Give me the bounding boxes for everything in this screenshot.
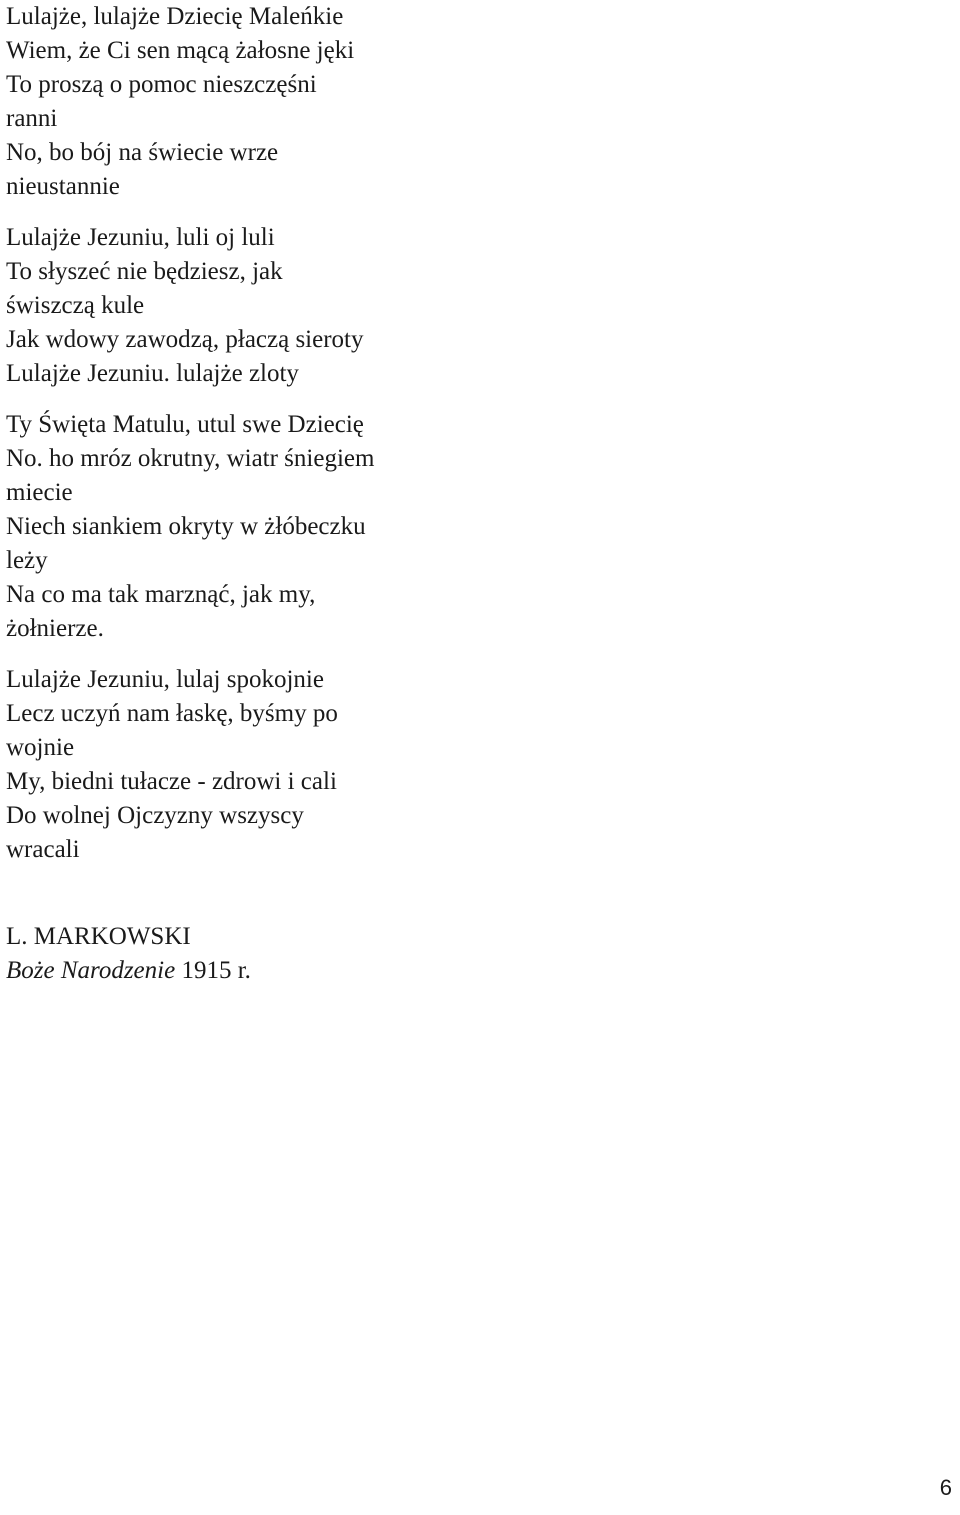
- poem-line: Na co ma tak marznąć, jak my,: [6, 581, 316, 608]
- poem-line: No. ho mróz okrutny, wiatr śniegiem: [6, 445, 375, 472]
- poem-line: miecie: [6, 479, 73, 506]
- stanza-3: [6, 408, 946, 646]
- poem-line: żołnierze.: [6, 615, 104, 642]
- occasion-text: Boże Narodzenie: [6, 957, 176, 984]
- stanza-2: [6, 221, 946, 391]
- year-text: 1915 r.: [181, 957, 251, 984]
- stanza-1: [6, 0, 946, 204]
- poem-line: To proszą o pomoc nieszczęśni: [6, 71, 317, 98]
- signature-block: [6, 920, 946, 988]
- poem-line: My, biedni tułacze - zdrowi i cali: [6, 768, 337, 795]
- date-line: [6, 954, 946, 988]
- page-number: 6: [939, 1475, 952, 1500]
- poem-line: Do wolnej Ojczyzny wszyscy: [6, 802, 304, 829]
- poem-line: leży: [6, 547, 48, 574]
- poem-line: nieustannie: [6, 173, 120, 200]
- author-name: L. MARKOWSKI: [6, 923, 191, 950]
- poem-line: Ty Święta Matulu, utul swe Dziecię: [6, 411, 364, 438]
- poem-line: Jak wdowy zawodzą, płaczą sieroty: [6, 326, 364, 353]
- poem-line: Lulajże Jezuniu. lulajże zloty: [6, 360, 299, 387]
- poem-line: Niech siankiem okryty w żłóbeczku: [6, 513, 366, 540]
- poem-line: To słyszeć nie będziesz, jak: [6, 258, 283, 285]
- poem-line: ranni: [6, 105, 58, 132]
- poem-line: Wiem, że Ci sen mącą żałosne jęki: [6, 37, 355, 64]
- poem-line: Lulajże Jezuniu, luli oj luli: [6, 224, 275, 251]
- poem-line: Lulajże Jezuniu, lulaj spokojnie: [6, 666, 324, 693]
- poem-line: wracali: [6, 836, 80, 863]
- poem-line: Lecz uczyń nam łaskę, byśmy po: [6, 700, 338, 727]
- stanza-4: [6, 663, 946, 867]
- poem-line: świszczą kule: [6, 292, 145, 319]
- poem-line: wojnie: [6, 734, 75, 761]
- document-page: [6, 0, 946, 988]
- poem-line: No, bo bój na świecie wrze: [6, 139, 279, 166]
- poem-line: Lulajże, lulajże Dziecię Maleńkie: [6, 3, 344, 30]
